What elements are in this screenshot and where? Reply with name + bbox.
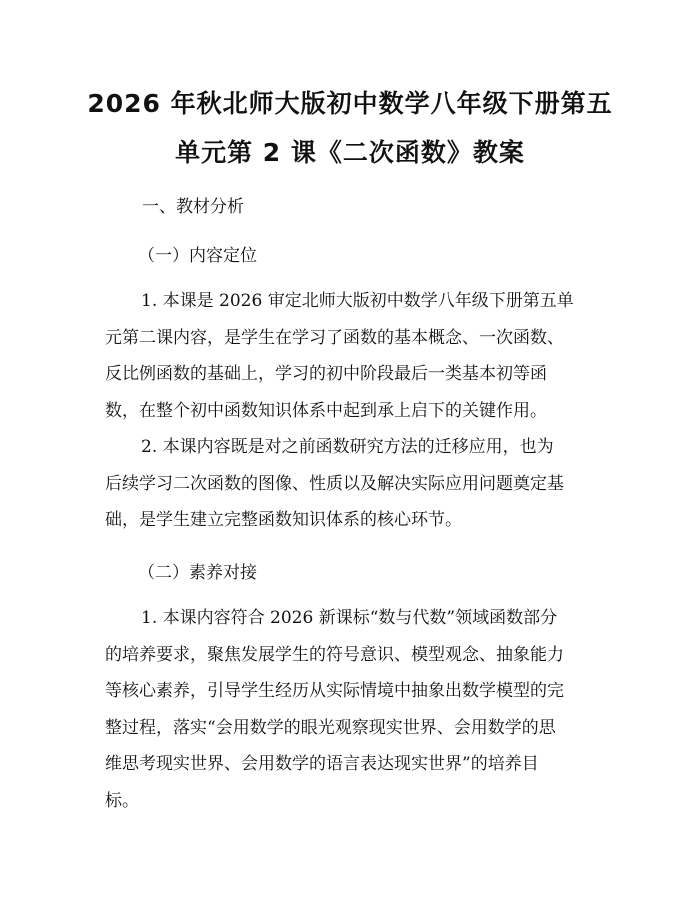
paragraph-3-line: 等核心素养，引导学生经历从实际情境中抽象出数学模型的完 [105,681,564,701]
paragraph-1-line: 反比例函数的基础上，学习的初中阶段最后一类基本初等函 [105,364,547,384]
paragraph-1-line: 1. 本课是 2026 审定北师大版初中数学八年级下册第五单 [141,291,574,311]
section-heading-textbook-analysis: 一、教材分析 [142,197,244,217]
subsection-heading-content-positioning: （一）内容定位 [138,246,257,266]
document-title-line-1: 2026 年秋北师大版初中数学八年级下册第五 [87,89,613,118]
paragraph-3-line: 1. 本课内容符合 2026 新课标“数与代数”领域函数部分 [141,608,558,628]
paragraph-1-line: 数，在整个初中函数知识体系中起到承上启下的关键作用。 [105,400,547,421]
subsection-heading-literacy-alignment: （二）素养对接 [138,563,257,583]
document-title-line-2: 单元第 2 课《二次函数》教案 [175,138,525,167]
paragraph-3 [105,600,605,819]
paragraph-2-line: 后续学习二次函数的图像、性质以及解决实际应用问题奠定基 [105,473,564,494]
paragraph-2 [105,429,605,539]
paragraph-3-line: 标。 [105,790,139,811]
paragraph-3-line: 维思考现实世界、会用数学的语言表达现实世界”的培养目 [105,754,539,774]
paragraph-1-line: 元第二课内容，是学生在学习了函数的基本概念、一次函数、 [105,327,564,348]
paragraph-1 [105,283,605,429]
paragraph-3-line: 整过程，落实“会用数学的眼光观察现实世界、会用数学的思 [105,717,556,738]
paragraph-2-line: 础，是学生建立完整函数知识体系的核心环节。 [105,510,462,530]
paragraph-3-line: 的培养要求，聚焦发展学生的符号意识、模型观念、抽象能力 [105,644,564,665]
paragraph-2-line: 2. 本课内容既是对之前函数研究方法的迁移应用，也为 [141,437,554,457]
